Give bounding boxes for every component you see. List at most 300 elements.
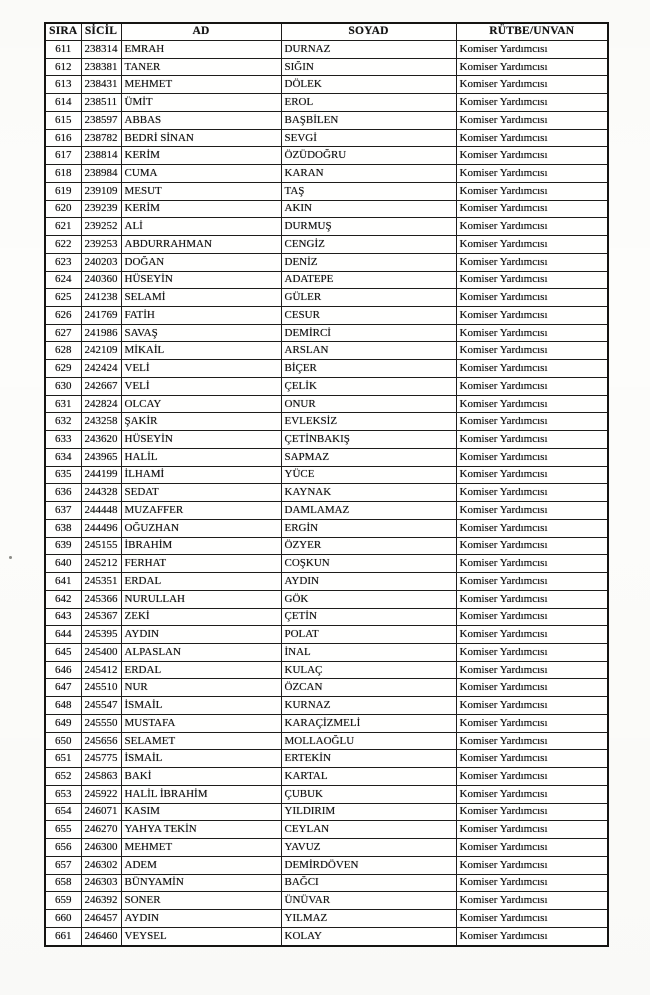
cell-ad: İSMAİL	[121, 750, 281, 768]
table-row	[45, 289, 608, 307]
cell-ad: KERİM	[121, 200, 281, 218]
table-row	[45, 324, 608, 342]
cell-soyad: TAŞ	[281, 182, 456, 200]
cell-soyad: KOLAY	[281, 927, 456, 946]
table-row	[45, 768, 608, 786]
table-row	[45, 785, 608, 803]
cell-rutbe: Komiser Yardımcısı	[456, 307, 608, 325]
cell-sicil: 245412	[81, 661, 121, 679]
cell-ad: İBRAHİM	[121, 537, 281, 555]
cell-rutbe: Komiser Yardımcısı	[456, 714, 608, 732]
table-row	[45, 165, 608, 183]
cell-sicil: 246270	[81, 821, 121, 839]
cell-ad: SELAMİ	[121, 289, 281, 307]
cell-sicil: 245863	[81, 768, 121, 786]
cell-rutbe: Komiser Yardımcısı	[456, 909, 608, 927]
table-row	[45, 147, 608, 165]
cell-ad: MUZAFFER	[121, 502, 281, 520]
cell-soyad: YAVUZ	[281, 839, 456, 857]
cell-soyad: ÖZCAN	[281, 679, 456, 697]
cell-sira: 651	[45, 750, 81, 768]
cell-sira: 625	[45, 289, 81, 307]
cell-ad: BÜNYAMİN	[121, 874, 281, 892]
table-row	[45, 821, 608, 839]
table-row	[45, 590, 608, 608]
cell-sicil: 242424	[81, 360, 121, 378]
cell-sicil: 243965	[81, 448, 121, 466]
cell-ad: TANER	[121, 58, 281, 76]
cell-sira: 654	[45, 803, 81, 821]
cell-rutbe: Komiser Yardımcısı	[456, 271, 608, 289]
cell-soyad: GÜLER	[281, 289, 456, 307]
cell-sicil: 241769	[81, 307, 121, 325]
column-header-rutbe: RÜTBE/UNVAN	[456, 23, 608, 41]
cell-ad: BEDRİ SİNAN	[121, 129, 281, 147]
cell-rutbe: Komiser Yardımcısı	[456, 608, 608, 626]
cell-soyad: ERTEKİN	[281, 750, 456, 768]
cell-rutbe: Komiser Yardımcısı	[456, 76, 608, 94]
cell-rutbe: Komiser Yardımcısı	[456, 839, 608, 857]
cell-soyad: SIĞIN	[281, 58, 456, 76]
cell-ad: İSMAİL	[121, 697, 281, 715]
cell-rutbe: Komiser Yardımcısı	[456, 803, 608, 821]
cell-soyad: ARSLAN	[281, 342, 456, 360]
column-header-sicil: SİCİL	[81, 23, 121, 41]
cell-sira: 638	[45, 519, 81, 537]
cell-rutbe: Komiser Yardımcısı	[456, 147, 608, 165]
cell-ad: VELİ	[121, 377, 281, 395]
cell-sira: 616	[45, 129, 81, 147]
cell-sira: 627	[45, 324, 81, 342]
cell-soyad: EVLEKSİZ	[281, 413, 456, 431]
cell-sira: 655	[45, 821, 81, 839]
cell-rutbe: Komiser Yardımcısı	[456, 643, 608, 661]
column-header-sira: SIRA	[45, 23, 81, 41]
cell-sira: 639	[45, 537, 81, 555]
table-row	[45, 94, 608, 112]
cell-rutbe: Komiser Yardımcısı	[456, 58, 608, 76]
cell-sicil: 243620	[81, 431, 121, 449]
cell-sicil: 245351	[81, 573, 121, 591]
cell-soyad: SAPMAZ	[281, 448, 456, 466]
cell-sira: 653	[45, 785, 81, 803]
cell-sicil: 246302	[81, 856, 121, 874]
cell-soyad: BAĞCI	[281, 874, 456, 892]
cell-sicil: 245367	[81, 608, 121, 626]
cell-rutbe: Komiser Yardımcısı	[456, 377, 608, 395]
cell-rutbe: Komiser Yardımcısı	[456, 41, 608, 59]
table-row	[45, 307, 608, 325]
table-header-row	[45, 23, 608, 41]
cell-ad: AYDIN	[121, 909, 281, 927]
cell-rutbe: Komiser Yardımcısı	[456, 94, 608, 112]
cell-soyad: ONUR	[281, 395, 456, 413]
cell-sira: 647	[45, 679, 81, 697]
cell-ad: NURULLAH	[121, 590, 281, 608]
cell-ad: ABBAS	[121, 111, 281, 129]
cell-sicil: 238431	[81, 76, 121, 94]
cell-sira: 648	[45, 697, 81, 715]
cell-ad: CUMA	[121, 165, 281, 183]
cell-ad: ADEM	[121, 856, 281, 874]
cell-ad: EMRAH	[121, 41, 281, 59]
cell-soyad: DURNAZ	[281, 41, 456, 59]
cell-rutbe: Komiser Yardımcısı	[456, 626, 608, 644]
cell-soyad: KARTAL	[281, 768, 456, 786]
cell-soyad: DAMLAMAZ	[281, 502, 456, 520]
cell-ad: ERDAL	[121, 661, 281, 679]
table-row	[45, 218, 608, 236]
cell-sira: 623	[45, 253, 81, 271]
cell-ad: KASIM	[121, 803, 281, 821]
cell-rutbe: Komiser Yardımcısı	[456, 537, 608, 555]
cell-sicil: 244328	[81, 484, 121, 502]
cell-sicil: 245212	[81, 555, 121, 573]
cell-soyad: ÖZYER	[281, 537, 456, 555]
cell-soyad: AKIN	[281, 200, 456, 218]
table-row	[45, 129, 608, 147]
cell-rutbe: Komiser Yardımcısı	[456, 360, 608, 378]
cell-rutbe: Komiser Yardımcısı	[456, 165, 608, 183]
cell-sira: 622	[45, 236, 81, 254]
cell-rutbe: Komiser Yardımcısı	[456, 502, 608, 520]
cell-sira: 636	[45, 484, 81, 502]
cell-sicil: 242667	[81, 377, 121, 395]
cell-sira: 617	[45, 147, 81, 165]
cell-sira: 615	[45, 111, 81, 129]
cell-sira: 634	[45, 448, 81, 466]
table-row	[45, 555, 608, 573]
table-row	[45, 519, 608, 537]
cell-sira: 632	[45, 413, 81, 431]
cell-ad: SAVAŞ	[121, 324, 281, 342]
table-row	[45, 732, 608, 750]
table-row	[45, 484, 608, 502]
cell-rutbe: Komiser Yardımcısı	[456, 590, 608, 608]
cell-sira: 656	[45, 839, 81, 857]
cell-sira: 652	[45, 768, 81, 786]
cell-sicil: 245775	[81, 750, 121, 768]
cell-soyad: EROL	[281, 94, 456, 112]
cell-sicil: 245547	[81, 697, 121, 715]
cell-sira: 633	[45, 431, 81, 449]
table-row	[45, 927, 608, 946]
cell-ad: MİKAİL	[121, 342, 281, 360]
table-row	[45, 41, 608, 59]
cell-soyad: DEMİRCİ	[281, 324, 456, 342]
cell-rutbe: Komiser Yardımcısı	[456, 448, 608, 466]
cell-sicil: 245922	[81, 785, 121, 803]
table-row	[45, 537, 608, 555]
cell-sicil: 240360	[81, 271, 121, 289]
cell-ad: HÜSEYİN	[121, 431, 281, 449]
cell-sicil: 239252	[81, 218, 121, 236]
cell-sicil: 245400	[81, 643, 121, 661]
cell-sira: 626	[45, 307, 81, 325]
cell-ad: YAHYA TEKİN	[121, 821, 281, 839]
cell-sira: 612	[45, 58, 81, 76]
cell-ad: ALİ	[121, 218, 281, 236]
table-body	[45, 41, 608, 947]
cell-rutbe: Komiser Yardımcısı	[456, 236, 608, 254]
cell-sira: 643	[45, 608, 81, 626]
cell-ad: HALİL	[121, 448, 281, 466]
cell-ad: ERDAL	[121, 573, 281, 591]
cell-sira: 619	[45, 182, 81, 200]
cell-rutbe: Komiser Yardımcısı	[456, 218, 608, 236]
cell-soyad: ÇETİNBAKIŞ	[281, 431, 456, 449]
cell-sira: 628	[45, 342, 81, 360]
cell-soyad: BİÇER	[281, 360, 456, 378]
cell-soyad: KURNAZ	[281, 697, 456, 715]
cell-ad: FERHAT	[121, 555, 281, 573]
cell-sicil: 238381	[81, 58, 121, 76]
cell-ad: ŞAKİR	[121, 413, 281, 431]
cell-ad: SEDAT	[121, 484, 281, 502]
cell-sira: 620	[45, 200, 81, 218]
table-row	[45, 76, 608, 94]
cell-rutbe: Komiser Yardımcısı	[456, 555, 608, 573]
cell-soyad: SEVGİ	[281, 129, 456, 147]
cell-sicil: 245656	[81, 732, 121, 750]
cell-soyad: BAŞBİLEN	[281, 111, 456, 129]
cell-rutbe: Komiser Yardımcısı	[456, 750, 608, 768]
cell-ad: OĞUZHAN	[121, 519, 281, 537]
cell-rutbe: Komiser Yardımcısı	[456, 785, 608, 803]
cell-sicil: 244496	[81, 519, 121, 537]
table-row	[45, 874, 608, 892]
cell-sicil: 240203	[81, 253, 121, 271]
cell-sira: 642	[45, 590, 81, 608]
cell-rutbe: Komiser Yardımcısı	[456, 111, 608, 129]
cell-sira: 650	[45, 732, 81, 750]
cell-sira: 631	[45, 395, 81, 413]
cell-rutbe: Komiser Yardımcısı	[456, 573, 608, 591]
cell-sicil: 243258	[81, 413, 121, 431]
table-row	[45, 573, 608, 591]
cell-ad: NUR	[121, 679, 281, 697]
cell-soyad: YILDIRIM	[281, 803, 456, 821]
cell-sicil: 244448	[81, 502, 121, 520]
cell-rutbe: Komiser Yardımcısı	[456, 342, 608, 360]
table-row	[45, 803, 608, 821]
table-row	[45, 892, 608, 910]
table-row	[45, 236, 608, 254]
cell-soyad: DURMUŞ	[281, 218, 456, 236]
table-row	[45, 111, 608, 129]
cell-rutbe: Komiser Yardımcısı	[456, 927, 608, 946]
cell-sira: 637	[45, 502, 81, 520]
cell-ad: MEHMET	[121, 839, 281, 857]
table-row	[45, 608, 608, 626]
cell-ad: SELAMET	[121, 732, 281, 750]
cell-rutbe: Komiser Yardımcısı	[456, 200, 608, 218]
cell-ad: AYDIN	[121, 626, 281, 644]
cell-sira: 624	[45, 271, 81, 289]
cell-ad: BAKİ	[121, 768, 281, 786]
column-header-ad: AD	[121, 23, 281, 41]
cell-sira: 646	[45, 661, 81, 679]
cell-rutbe: Komiser Yardımcısı	[456, 732, 608, 750]
table-row	[45, 395, 608, 413]
cell-sira: 614	[45, 94, 81, 112]
cell-sicil: 245366	[81, 590, 121, 608]
table-row	[45, 856, 608, 874]
cell-sicil: 238597	[81, 111, 121, 129]
cell-sicil: 238814	[81, 147, 121, 165]
cell-ad: ÜMİT	[121, 94, 281, 112]
table-row	[45, 342, 608, 360]
cell-soyad: KARAÇİZMELİ	[281, 714, 456, 732]
cell-soyad: KAYNAK	[281, 484, 456, 502]
cell-soyad: KULAÇ	[281, 661, 456, 679]
table-row	[45, 182, 608, 200]
cell-soyad: ADATEPE	[281, 271, 456, 289]
scan-speck	[9, 556, 12, 559]
cell-sira: 635	[45, 466, 81, 484]
cell-sicil: 244199	[81, 466, 121, 484]
cell-sicil: 238511	[81, 94, 121, 112]
cell-sicil: 245510	[81, 679, 121, 697]
table-row	[45, 413, 608, 431]
table-row	[45, 750, 608, 768]
cell-sicil: 238314	[81, 41, 121, 59]
cell-sira: 611	[45, 41, 81, 59]
cell-soyad: MOLLAOĞLU	[281, 732, 456, 750]
cell-ad: FATİH	[121, 307, 281, 325]
cell-soyad: POLAT	[281, 626, 456, 644]
cell-ad: SONER	[121, 892, 281, 910]
personnel-roster-table	[44, 22, 609, 947]
cell-ad: ALPASLAN	[121, 643, 281, 661]
table-row	[45, 271, 608, 289]
cell-rutbe: Komiser Yardımcısı	[456, 413, 608, 431]
cell-ad: MEHMET	[121, 76, 281, 94]
cell-sicil: 246300	[81, 839, 121, 857]
table-row	[45, 466, 608, 484]
cell-rutbe: Komiser Yardımcısı	[456, 856, 608, 874]
cell-ad: VEYSEL	[121, 927, 281, 946]
cell-sira: 649	[45, 714, 81, 732]
cell-ad: DOĞAN	[121, 253, 281, 271]
cell-soyad: CESUR	[281, 307, 456, 325]
cell-soyad: ÜNÜVAR	[281, 892, 456, 910]
cell-soyad: YÜCE	[281, 466, 456, 484]
cell-sira: 645	[45, 643, 81, 661]
cell-rutbe: Komiser Yardımcısı	[456, 466, 608, 484]
table-row	[45, 679, 608, 697]
cell-sicil: 246392	[81, 892, 121, 910]
cell-rutbe: Komiser Yardımcısı	[456, 874, 608, 892]
table-row	[45, 661, 608, 679]
cell-sicil: 245395	[81, 626, 121, 644]
cell-ad: MESUT	[121, 182, 281, 200]
cell-rutbe: Komiser Yardımcısı	[456, 253, 608, 271]
cell-sira: 613	[45, 76, 81, 94]
table-row	[45, 377, 608, 395]
cell-soyad: COŞKUN	[281, 555, 456, 573]
cell-rutbe: Komiser Yardımcısı	[456, 431, 608, 449]
table-row	[45, 502, 608, 520]
cell-soyad: GÖK	[281, 590, 456, 608]
cell-sicil: 239109	[81, 182, 121, 200]
cell-sicil: 242109	[81, 342, 121, 360]
table-row	[45, 448, 608, 466]
cell-ad: OLCAY	[121, 395, 281, 413]
cell-ad: KERİM	[121, 147, 281, 165]
table-row	[45, 839, 608, 857]
table-row	[45, 697, 608, 715]
table-row	[45, 431, 608, 449]
table-row	[45, 253, 608, 271]
cell-sira: 661	[45, 927, 81, 946]
table-row	[45, 626, 608, 644]
cell-ad: HÜSEYİN	[121, 271, 281, 289]
cell-rutbe: Komiser Yardımcısı	[456, 484, 608, 502]
cell-rutbe: Komiser Yardımcısı	[456, 821, 608, 839]
cell-soyad: İNAL	[281, 643, 456, 661]
cell-soyad: DÖLEK	[281, 76, 456, 94]
table-row	[45, 714, 608, 732]
cell-sira: 641	[45, 573, 81, 591]
cell-soyad: ÇELİK	[281, 377, 456, 395]
cell-ad: ABDURRAHMAN	[121, 236, 281, 254]
cell-sicil: 239253	[81, 236, 121, 254]
cell-sira: 659	[45, 892, 81, 910]
cell-soyad: AYDIN	[281, 573, 456, 591]
cell-ad: İLHAMİ	[121, 466, 281, 484]
cell-soyad: YILMAZ	[281, 909, 456, 927]
cell-rutbe: Komiser Yardımcısı	[456, 324, 608, 342]
cell-rutbe: Komiser Yardımcısı	[456, 129, 608, 147]
cell-ad: MUSTAFA	[121, 714, 281, 732]
cell-ad: HALİL İBRAHİM	[121, 785, 281, 803]
cell-sicil: 245550	[81, 714, 121, 732]
table-row	[45, 909, 608, 927]
cell-rutbe: Komiser Yardımcısı	[456, 768, 608, 786]
cell-rutbe: Komiser Yardımcısı	[456, 395, 608, 413]
cell-sira: 618	[45, 165, 81, 183]
cell-sicil: 238782	[81, 129, 121, 147]
cell-sicil: 246457	[81, 909, 121, 927]
cell-rutbe: Komiser Yardımcısı	[456, 697, 608, 715]
cell-soyad: CENGİZ	[281, 236, 456, 254]
cell-sicil: 242824	[81, 395, 121, 413]
cell-soyad: KARAN	[281, 165, 456, 183]
cell-rutbe: Komiser Yardımcısı	[456, 289, 608, 307]
column-header-soyad: SOYAD	[281, 23, 456, 41]
cell-sira: 629	[45, 360, 81, 378]
cell-sicil: 246303	[81, 874, 121, 892]
cell-rutbe: Komiser Yardımcısı	[456, 519, 608, 537]
cell-soyad: ÇUBUK	[281, 785, 456, 803]
cell-soyad: ERGİN	[281, 519, 456, 537]
cell-rutbe: Komiser Yardımcısı	[456, 661, 608, 679]
cell-sicil: 245155	[81, 537, 121, 555]
cell-ad: VELİ	[121, 360, 281, 378]
cell-sira: 657	[45, 856, 81, 874]
cell-sicil: 246071	[81, 803, 121, 821]
cell-sira: 660	[45, 909, 81, 927]
cell-rutbe: Komiser Yardımcısı	[456, 679, 608, 697]
cell-rutbe: Komiser Yardımcısı	[456, 892, 608, 910]
table-row	[45, 360, 608, 378]
cell-sira: 621	[45, 218, 81, 236]
cell-sira: 640	[45, 555, 81, 573]
cell-sira: 658	[45, 874, 81, 892]
cell-sira: 644	[45, 626, 81, 644]
table-row	[45, 643, 608, 661]
